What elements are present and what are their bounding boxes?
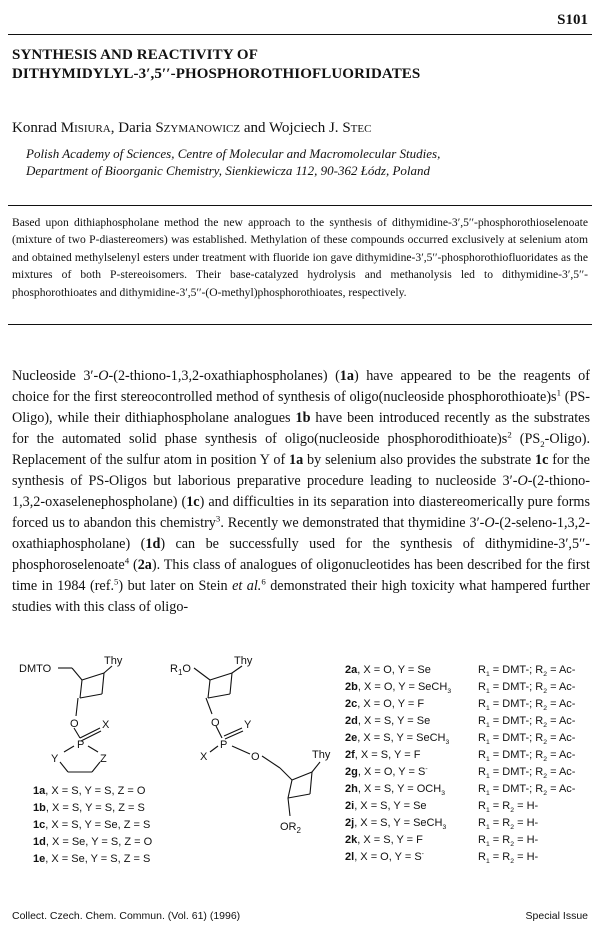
text-run: (PS-Oligo), while their dithiaphospholane analogues <box>12 389 590 426</box>
affiliation-line-2: Department of Bioorganic Chemistry, Sienkiewicza 112, 90-362 Łódz, Poland <box>26 163 431 178</box>
substituent-r2: R <box>535 664 544 676</box>
subscript: 3 <box>442 824 447 832</box>
title-line-1: SYNTHESIS AND REACTIVITY OF <box>12 47 258 63</box>
compound-desc: , X = S, Y = S, Z = S <box>45 802 145 814</box>
citation: 2 <box>507 429 512 440</box>
subscript: 1 <box>485 773 490 781</box>
abstract-text: Based upon dithiaphospholane method the new approach to the synthesis of dithymidine-3′,5′′-phosphorothioselenoate (mixture of two P-diastereomers) was established. Methylation of these compounds occurred exclusively at selenium atom and obtained methylselenyl esters under treatment with fluoride ion gave dithymidine-3′,5′′-phosphorothiofluoridates as the mixtures of both P-stereoisomers. Their base-catalyzed hydrolysis and methanolysis led to dithymidine-3′,5′′-phosphorothioates and dithymidine-3′,5′′-(O-methyl)phosphorothioates, respectively. <box>12 216 588 299</box>
list-item <box>345 832 451 849</box>
compound-id: 2g <box>345 766 358 778</box>
substituent-value: = DMT-; <box>489 681 536 693</box>
text-run-italic: O <box>98 368 109 384</box>
subscript: 2 <box>510 858 515 866</box>
compound-desc: , X = O, Y = S <box>354 851 422 863</box>
list-item <box>345 747 451 764</box>
compound-desc: , X = S, Y = S, Z = O <box>45 785 146 797</box>
list-item <box>478 696 575 713</box>
text-run: ). This class of analogues of oligonucleotides has been described for the first time in 1984 (ref. <box>12 557 590 594</box>
text-run: ) and difficulties in its separation into diastereomerically pure forms forced us to abandon this chemistry <box>12 494 590 531</box>
compound-desc: , X = S, Y = Se, Z = S <box>45 819 151 831</box>
journal-citation: Collect. Czech. Chem. Commun. (Vol. 61) (1996) <box>12 910 241 922</box>
subscript: 2 <box>543 671 548 679</box>
compound-id: 2a <box>345 664 358 676</box>
substituent-r1: R <box>478 766 486 778</box>
subscript: 2 <box>543 773 548 781</box>
subscript: 2 <box>543 739 548 747</box>
compound-id: 2j <box>345 817 355 829</box>
compound-list-1 <box>33 783 152 868</box>
compound-id: 2l <box>345 851 355 863</box>
compound-desc: , X = S, Y = OCH <box>357 783 442 795</box>
scheme-label: DMTO <box>19 663 52 675</box>
compound-ref: 1a <box>339 368 354 384</box>
substituent-r1: R <box>478 698 486 710</box>
scheme-label: Thy <box>104 655 123 667</box>
substituent-value: = DMT-; <box>489 664 536 676</box>
scheme-label <box>170 663 191 677</box>
text-run-italic: O <box>484 515 495 531</box>
page-number: S101 <box>557 12 588 28</box>
subscript: 1 <box>485 671 490 679</box>
text-run: -(2-thiono-1,3,2-oxathiaphospholanes) ( <box>108 368 340 384</box>
body-paragraph <box>12 366 590 618</box>
substituent-r1: R <box>478 834 486 846</box>
substituent-value: = DMT-; <box>489 732 536 744</box>
author-1-last: Misiura <box>60 120 111 136</box>
header-rule <box>8 34 592 35</box>
text-run-italic: et al. <box>232 578 262 594</box>
substituent-r1: R <box>478 732 486 744</box>
list-item <box>345 662 451 679</box>
list-item <box>33 800 152 817</box>
list-item <box>478 764 575 781</box>
substituent-r2: R <box>535 681 544 693</box>
substituent-value: = Ac- <box>547 749 576 761</box>
compound-id: 2h <box>345 783 358 795</box>
compound-desc: , X = Se, Y = S, Z = O <box>45 836 153 848</box>
substituent-r2: R <box>502 800 511 812</box>
compound-ref: 1d <box>145 536 161 552</box>
scheme-label: Thy <box>312 749 331 761</box>
compound-desc: , X = O, Y = SeCH <box>357 681 448 693</box>
list-item <box>478 730 575 747</box>
list-item <box>478 832 575 849</box>
subscript: 1 <box>485 807 490 815</box>
subscript: 2 <box>510 841 515 849</box>
citation: 3 <box>215 513 221 524</box>
compound-id: 1b <box>33 802 46 814</box>
citation: 5 <box>114 576 119 587</box>
substituent-r1: R <box>478 664 486 676</box>
subscript: 3 <box>447 688 452 696</box>
subscript: 2 <box>510 807 515 815</box>
substituent-value: = DMT-; <box>489 698 536 710</box>
substituent-r1: R <box>478 749 486 761</box>
substituent-value: = <box>489 834 503 846</box>
substituent-value: = Ac- <box>547 783 576 795</box>
scheme-label-subscript: 2 <box>296 826 301 835</box>
list-item <box>345 849 451 866</box>
text-run: by selenium also provides the substrate <box>303 452 536 468</box>
text-run: . Recently we demonstrated that thymidine 3′- <box>220 515 485 531</box>
author-3-first: Wojciech J. <box>268 120 343 136</box>
text-run: -(2-thiono-1,3,2-oxaselenephospholane) ( <box>12 473 590 510</box>
superscript: - <box>421 850 424 858</box>
author-2-last: Szymanowicz <box>155 120 241 136</box>
compound-desc: , X = O, Y = S <box>357 766 426 778</box>
substituent-r1: R <box>478 817 486 829</box>
list-item <box>478 747 575 764</box>
list-item <box>345 781 451 798</box>
compound-desc: , X = O, Y = Se <box>357 664 431 676</box>
substituent-value: = Ac- <box>547 715 576 727</box>
text-run: -Oligo). Replacement of the sulfur atom in position Y of <box>12 431 590 468</box>
compound-id: 1a <box>33 785 46 797</box>
superscript: - <box>425 765 428 773</box>
compound-ref: 1a <box>289 452 304 468</box>
subscript: 1 <box>485 858 490 866</box>
substituent-r1: R <box>478 681 486 693</box>
compound-ref: 1c <box>186 494 200 510</box>
issue-label: Special Issue <box>525 910 588 922</box>
list-item <box>33 851 152 868</box>
compound-id: 2i <box>345 800 355 812</box>
abstract-box <box>8 205 592 325</box>
compound-ref: 1b <box>295 410 311 426</box>
substituent-value: = <box>489 851 503 863</box>
list-item <box>478 781 575 798</box>
substituent-value: = Ac- <box>547 732 576 744</box>
substituent-r2: R <box>535 715 544 727</box>
text-run: have been introduced recently as the substrates for the automated solid phase synthesis of oligo(nucleoside phosphorodithioate)s <box>12 410 590 447</box>
text-run: -(2-seleno-1,3,2-oxathiaphospholane) ( <box>12 515 590 552</box>
compound-id: 1d <box>33 836 46 848</box>
text-run: for the synthesis of PS-Oligos but laborious preparative procedure leading to nucleoside 3′- <box>12 452 590 489</box>
substituent-r1: R <box>478 851 486 863</box>
compound-desc: , X = O, Y = F <box>357 698 425 710</box>
citation: 1 <box>556 387 561 398</box>
substituent-r2: R <box>502 834 511 846</box>
subscript: 1 <box>485 688 490 696</box>
subscript: 2 <box>543 688 548 696</box>
subscript: 2 <box>543 705 548 713</box>
scheme-label: P <box>77 739 85 751</box>
subscript: 3 <box>445 739 450 747</box>
list-item <box>345 696 451 713</box>
text-run: demonstrated their high toxicity what hampered further studies with this class of oligo- <box>12 578 590 615</box>
subscript: 2 <box>510 824 515 832</box>
substituent-value: = Ac- <box>547 681 576 693</box>
subscript: 2 <box>543 790 548 798</box>
compound-list-2 <box>345 662 451 866</box>
compound-desc: , X = S, Y = F <box>354 749 421 761</box>
scheme-label: OR <box>280 821 297 833</box>
substituent-value: = <box>489 817 503 829</box>
author-1-first: Konrad <box>12 120 61 136</box>
compound-id: 2f <box>345 749 355 761</box>
subscript: 2 <box>543 756 548 764</box>
substituent-value: = H- <box>514 817 539 829</box>
substituent-value: = <box>489 800 503 812</box>
text-run: ) have appeared to be the reagents of choice for the first stereocontrolled method of synthesis of oligo(nucleoside phosphorothioate)s <box>12 368 591 405</box>
text-run: ) can be successfully used for the synthesis of dithymidine-3′,5′′-phosphoroselenoate <box>12 536 591 573</box>
title-line-2: DITHYMIDYLYL-3′,5′′-PHOSPHOROTHIOFLUORIDATES <box>12 66 421 82</box>
subscript: 3 <box>441 790 445 798</box>
author-separator: and <box>240 120 269 136</box>
substituent-list <box>478 662 575 866</box>
compound-desc: , X = S, Y = Se <box>354 800 427 812</box>
substituent-r2: R <box>535 732 544 744</box>
compound-id: 2d <box>345 715 358 727</box>
compound-id: 2e <box>345 732 358 744</box>
author-3-last: Stec <box>342 120 372 136</box>
substituent-r2: R <box>502 851 511 863</box>
substituent-r1: R <box>478 715 486 727</box>
list-item <box>33 817 152 834</box>
substituent-r2: R <box>502 817 511 829</box>
substituent-value: = H- <box>514 834 539 846</box>
compound-ref: 2a <box>137 557 152 573</box>
substituent-r2: R <box>535 783 544 795</box>
substituent-value: = DMT-; <box>489 766 536 778</box>
list-item <box>33 783 152 800</box>
subscript: 1 <box>485 739 490 747</box>
subscript: 1 <box>485 756 490 764</box>
substituent-value: = H- <box>514 800 539 812</box>
scheme-label: Y <box>51 753 59 765</box>
substituent-r2: R <box>535 749 544 761</box>
substituent-r2: R <box>535 766 544 778</box>
subscript: 1 <box>485 790 490 798</box>
list-item <box>478 798 575 815</box>
scheme-label: X <box>200 751 208 763</box>
scheme-label: O <box>251 751 260 763</box>
compound-desc: , X = S, Y = SeCH <box>354 817 443 829</box>
list-item <box>345 730 451 747</box>
scheme-label: R <box>170 663 178 675</box>
scheme-label: Y <box>244 719 252 731</box>
list-item <box>478 815 575 832</box>
compound-desc: , X = Se, Y = S, Z = S <box>45 853 151 865</box>
substituent-r1: R <box>478 783 486 795</box>
list-item <box>345 713 451 730</box>
scheme-label-subscript: 1 <box>177 668 183 677</box>
compound-id: 1c <box>33 819 46 831</box>
substituent-value: = H- <box>514 851 539 863</box>
scheme-label: X <box>102 719 110 731</box>
text-run: Nucleoside 3′- <box>12 368 99 384</box>
list-item <box>33 834 152 851</box>
subscript: 1 <box>485 824 490 832</box>
affiliation-line-1: Polish Academy of Sciences, Centre of Molecular and Macromolecular Studies, <box>26 146 441 161</box>
compound-id: 1e <box>33 853 46 865</box>
compound-id: 2k <box>345 834 358 846</box>
scheme-label: O <box>182 663 191 675</box>
text-run: ( <box>129 557 138 573</box>
list-item <box>478 662 575 679</box>
subscript: 1 <box>485 841 490 849</box>
substituent-value: = Ac- <box>547 664 576 676</box>
compound-desc: , X = S, Y = F <box>357 834 423 846</box>
scheme-label: P <box>220 739 228 751</box>
list-item <box>345 815 451 832</box>
compound-ref: 1c <box>535 452 549 468</box>
substituent-r2: R <box>535 698 544 710</box>
subscript: 2 <box>543 722 548 730</box>
compound-id: 2b <box>345 681 358 693</box>
compound-desc: , X = S, Y = Se <box>357 715 431 727</box>
substituent-value: = DMT-; <box>489 749 536 761</box>
list-item <box>478 849 575 866</box>
subscript: 1 <box>485 705 490 713</box>
text-run: ) but later on Stein <box>118 578 233 594</box>
subscript: 1 <box>485 722 490 730</box>
scheme-label: Z <box>100 753 107 765</box>
affiliation <box>26 145 586 179</box>
text-run-italic: O <box>517 473 528 489</box>
list-item <box>345 764 451 781</box>
substituent-value: = DMT-; <box>489 715 536 727</box>
author-list <box>12 120 371 137</box>
list-item <box>345 679 451 696</box>
text-run: (PS <box>511 431 541 447</box>
scheme-label: O <box>211 717 220 729</box>
author-separator: , <box>110 120 119 136</box>
list-item <box>345 798 451 815</box>
citation: 6 <box>261 576 266 587</box>
substituent-r1: R <box>478 800 486 812</box>
author-2-first: Daria <box>118 120 156 136</box>
article-title <box>12 46 592 84</box>
list-item <box>478 679 575 696</box>
citation: 4 <box>124 555 130 566</box>
list-item <box>478 713 575 730</box>
compound-id: 2c <box>345 698 358 710</box>
substituent-value: = DMT-; <box>489 783 536 795</box>
compound-desc: , X = S, Y = SeCH <box>357 732 446 744</box>
subscript: 2 <box>540 438 545 449</box>
substituent-value: = Ac- <box>547 698 576 710</box>
substituent-value: = Ac- <box>547 766 576 778</box>
scheme-label: Thy <box>234 655 253 667</box>
scheme-label <box>280 821 302 835</box>
scheme-label: O <box>70 718 79 730</box>
